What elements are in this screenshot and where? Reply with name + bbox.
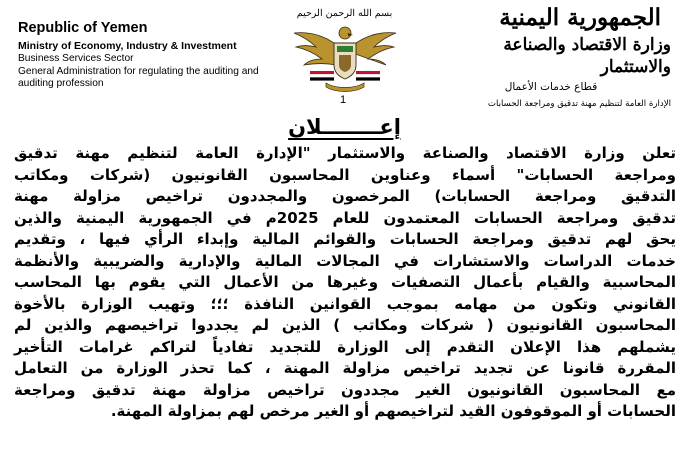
body-line: القانوني وتكون من مهامه بموجب القوانين النافذة ؛؛؛ وتهيب الوزارة بالأخوة bbox=[14, 294, 676, 313]
admin-name-ar: الإدارة العامة لتنظيم مهنة تدقيق ومراجعة الحسابات bbox=[487, 99, 671, 109]
ministry-name-ar: وزارة الاقتصاد والصناعة والاستثمار bbox=[503, 35, 671, 77]
body-line: يشملهم هذا الإعلان التقدم إلى الوزارة للتجديد تفادياً لتراكم غرامات التأخير bbox=[14, 337, 676, 356]
emblem-flag-right bbox=[356, 71, 380, 74]
country-name-en: Republic of Yemen bbox=[18, 20, 148, 36]
announcement-title-wrap bbox=[0, 113, 689, 141]
body-line: خدمات الدراسات والاستشارات في المجالات المالية والإدارية والضريبية والأنظمة bbox=[14, 251, 676, 270]
emblem-head bbox=[339, 27, 351, 39]
emblem-flag-left bbox=[310, 71, 334, 74]
body-line: مع المحاسبون القانونيون الغير مجددون تراخيص مزاولة مهنة تدقيق ومراجعة bbox=[14, 380, 676, 399]
announcement-title: إعــــــــلان bbox=[288, 115, 401, 139]
emblem-scroll bbox=[326, 83, 364, 92]
body-line: تدقيق ومراجعة الحسابات المعتمدون للعام 2025م في الجمهورية اليمنية والذين bbox=[14, 208, 676, 227]
body-line: التدقيق ومراجعة الحسابات) المرخصون والمجددون تراخيص مزاولة مهنة bbox=[14, 187, 676, 205]
yemen-eagle-emblem-icon bbox=[290, 21, 400, 93]
body-line: يحق لهم تدقيق ومراجعة الحسابات والقوائم المالية وإبداء الرأي فيها ، وتقديم bbox=[14, 230, 676, 248]
page-number: 1 bbox=[340, 94, 347, 106]
body-line: الحسابات أو الموقوفون القيد لتراخيصهم أو الغير مرخص لهم بمزاولة المهنة. bbox=[110, 402, 676, 420]
body-line: المقررة قانونا عن تجديد تراخيص مزاولة المهنة ، كما تحذر الوزارة من التعامل bbox=[14, 359, 676, 377]
body-line: المحاسبية والقيام بأعمال التصفيات وغيرها من الأعمال التي يقوم بها المحاسب bbox=[14, 273, 676, 291]
sector-name-en: Business Services Sector bbox=[18, 53, 134, 64]
ministry-name-en: Ministry of Economy, Industry & Investment bbox=[18, 40, 237, 52]
body-line: تعلن وزارة الاقتصاد والصناعة والاستثمار "الإدارة العامة لتنظيم مهنة تدقيق bbox=[14, 144, 676, 162]
announcement-body bbox=[14, 143, 676, 423]
admin-name-en-line1: General Administration for regulating the auditing and bbox=[18, 65, 259, 77]
body-line: ومراجعة الحسابات" أسماء وعناوين المحاسبون القانونيون (شركات ومكاتب bbox=[14, 165, 676, 184]
sector-name-ar: قطاع خدمات الأعمال bbox=[504, 81, 598, 93]
english-letterhead bbox=[18, 20, 273, 91]
body-line: المحاسبون القانونيون ( شركات ومكاتب ) الذين لم يجددوا تراخيصهم والذين لم bbox=[14, 316, 676, 334]
country-name-ar: الجمهورية اليمنية bbox=[499, 4, 661, 31]
admin-name-en-line2: auditing profession bbox=[18, 78, 104, 89]
basmala: بسم الله الرحمن الرحيم bbox=[296, 8, 393, 19]
arabic-letterhead bbox=[431, 4, 671, 110]
